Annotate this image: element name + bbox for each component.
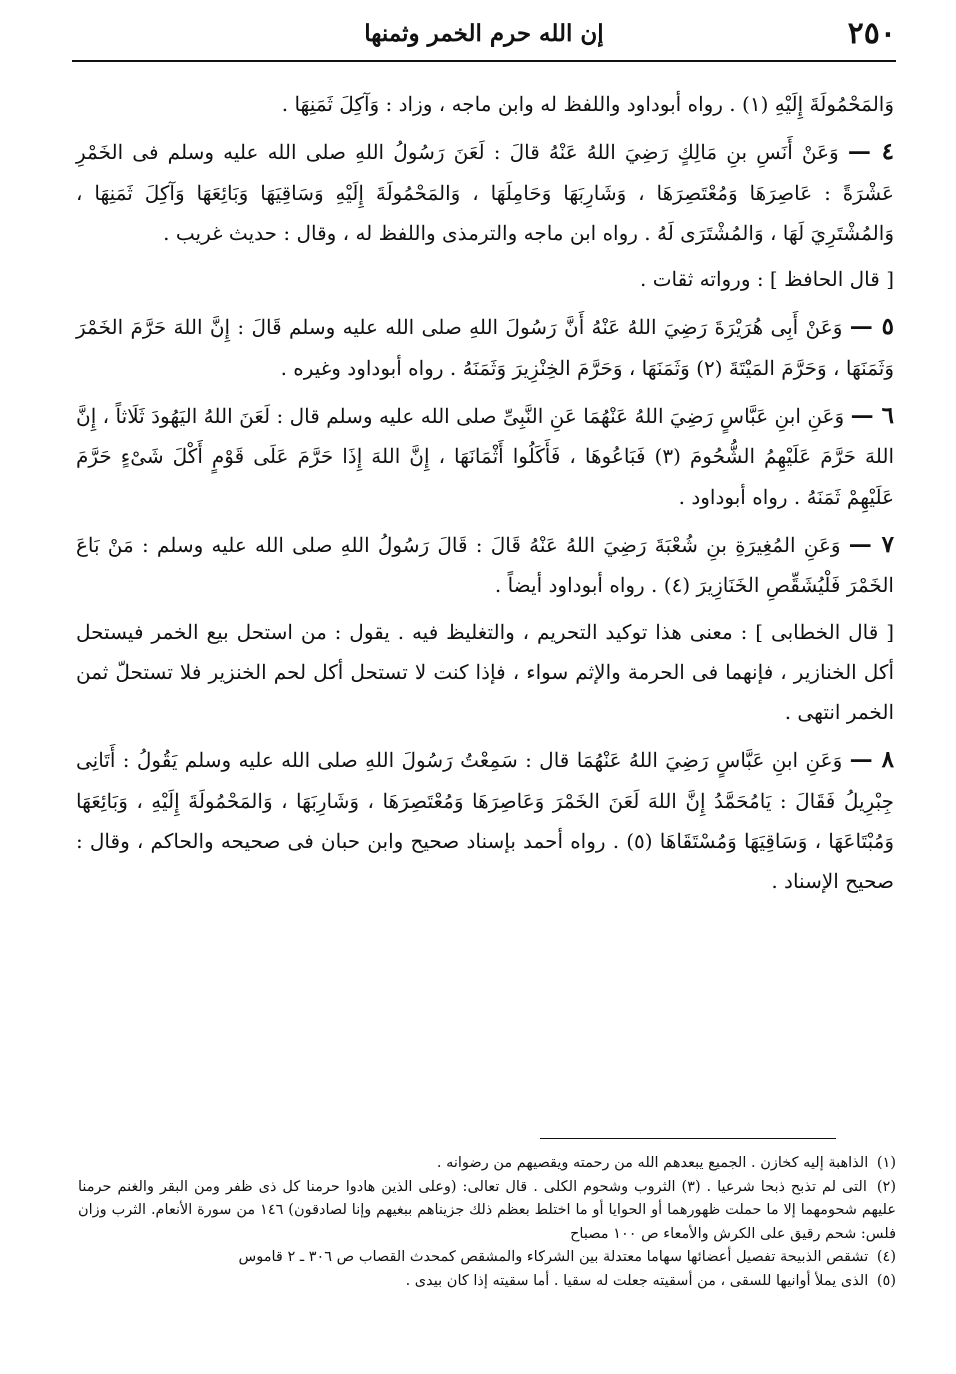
hadith-text: وَعَنِ ابنِ عَبَّاسٍ رَضِيَ اللهُ عَنْهُمَا قال : سَمِعْتُ رَسُولَ اللهِ صلى الله عليه وسلم يَقُولُ : أَتَانِى جِبْرِيلُ فَقَالَ : يَامُحَمَّدُ إِنَّ اللهَ لَعَنَ الخَمْرَ وَعَاصِرَهَا وَمُعْتَصِرَهَا ، وَشَارِبَهَا ، وَالمَحْمُولَةَ إِلَيْهِ ، وَبَائِعَهَا وَمُبْتَاعَهَا ، وَسَاقِيَهَا وَمُسْتَقَاهَا (٥) . رواه أحمد بإسناد صحيح وابن حبان فى صحيحه والحاكم ، وقال : صحيح الإسناد . xyxy=(76,748,894,894)
hadith-5 xyxy=(76,307,894,388)
footnote-number: (٥) xyxy=(876,1272,896,1289)
hadith-text: وَعَنِ ابنِ عَبَّاسٍ رَضِيَ اللهُ عَنْهُمَا عَنِ النَّبِىِّ صلى الله عليه وسلم قال : لَعَنَ اللهُ اليَهُودَ ثَلَاثاً ، إِنَّ اللهَ حَرَّمَ عَلَيْهِمُ الشُّحُومَ (٣) فَبَاعُوهَا ، فَأَكَلُوا أَثْمَانَهَا ، إِنَّ اللهَ إِذَا حَرَّمَ عَلَى قَوْمٍ أَكْلَ شَىْءٍ حَرَّمَ عَلَيْهِمْ ثَمَنَهُ . رواه أبوداود . xyxy=(76,404,894,509)
khattabi-note: [ قال الخطابى ] : معنى هذا توكيد التحريم ، والتغليظ فيه . يقول : من استحل بيع الخمر فيستحل أكل الخنازير ، فإنهما فى الحرمة والإثم سواء ، فإذا كنت لا تستحل أكل لحم الخنزير فلا تستحلّ ثمن الخمر انتهى . xyxy=(76,619,894,725)
hadith-4 xyxy=(76,132,894,253)
hadith-text: وَعَنْ أَنَسِ بنِ مَالِكٍ رَضِيَ اللهُ عَنْهُ قالَ : لَعَنَ رَسُولُ اللهِ صلى الله عليه وسلم فى الخَمْرِ عَشْرَةً : عَاصِرَهَا وَمُعْتَصِرَهَا ، وَشَارِبَهَا وَحَامِلَهَا ، وَالمَحْمُولَةَ إِلَيْهِ وَسَاقِيَهَا وَبَائِعَهَا وَآكِلَ ثَمَنِهَا ، وَالمُشْتَرِيَ لَهَا ، وَالمُشْتَرَى لَهُ . رواه ابن ماجه والترمذى واللفظ له ، وقال : حديث غريب . xyxy=(76,140,894,245)
header-rule xyxy=(72,60,896,62)
footnote-number: (٢) xyxy=(876,1178,896,1195)
hadith-7 xyxy=(76,525,894,606)
footnote xyxy=(78,1270,896,1294)
hadith-text: وَعَنْ أَبِى هُرَيْرَةَ رَضِيَ اللهُ عَنْهُ أَنَّ رَسُولَ اللهِ صلى الله عليه وسلم قَالَ : إِنَّ اللهَ حَرَّمَ الخَمْرَ وَثَمَنَهَا ، وَحَرَّمَ المَيْتَةَ (٢) وَثَمَنَهَا ، وَحَرَّمَ الخِنْزِيرَ وَثَمَنَهُ . رواه أبوداود وغيره . xyxy=(76,315,894,380)
hadith-number: ٥ — xyxy=(849,313,895,341)
footnotes xyxy=(78,1152,896,1293)
footnote-text: تشقص الذبيحة تفصيل أعضائها سهاما معتدلة بين الشركاء والمشقص كمحدث القصاب ص ٣٠٦ ـ ٢ قاموس xyxy=(238,1249,869,1265)
footnote xyxy=(78,1152,896,1176)
page-number: ٢٥٠ xyxy=(847,16,896,51)
footnote-number: (٤) xyxy=(876,1249,896,1265)
hadith-8 xyxy=(76,740,894,901)
hadith-6 xyxy=(76,396,894,517)
footnote-text: التى لم تذبح ذبحا شرعيا . (٣) الثروب وشحوم الكلى . قال تعالى: (وعلى الذين هادوا حرمنا كل ذى ظفر ومن البقر والغنم حرمنا عليهم شحومهما إلا ما حملت ظهورهما أو الحوايا أو ما اختلط بعظم ذلك جزيناهم ببغيهم وإنا لصادقون) ١٤٦ من سورة الأنعام. الثرب وزان فلس: شحم رقيق على الكرش والأمعاء ص ١٠٠ مصباح xyxy=(78,1178,897,1242)
footnote xyxy=(78,1176,896,1247)
footnote-number: (١) xyxy=(876,1155,896,1171)
hadith-number: ٦ — xyxy=(850,402,894,430)
footnote-text: الذاهبة إليه كخازن . الجميع يبعدهم الله من رحمته ويقصيهم من رضوانه . xyxy=(436,1155,869,1171)
hafiz-note: [ قال الحافظ ] : ورواته ثقات . xyxy=(639,267,894,292)
footnote-rule xyxy=(540,1138,836,1139)
main-text xyxy=(76,84,894,902)
footnote xyxy=(78,1246,896,1270)
continuation-paragraph: وَالمَحْمُولَةَ إِلَيْهِ (١) . رواه أبوداود واللفظ له وابن ماجه ، وزاد : وَآكِلَ ثَمَنِهَا . xyxy=(281,92,894,116)
footnote-text: الذى يملأ أوانيها للسقى ، من أسقيته جعلت له سقيا . أما سقيته إذا كان بيدى . xyxy=(405,1272,869,1289)
hadith-number: ٨ — xyxy=(849,746,895,774)
hadith-text: وَعَنِ المُغِيرَةِ بنِ شُعْبَةَ رَضِيَ اللهُ عَنْهُ قَالَ : قَالَ رَسُولُ اللهِ صلى الله عليه وسلم : مَنْ بَاعَ الخَمْرَ فَلْيُشَقِّصِ الخَنَازِيرَ (٤) . رواه أبوداود أيضاً . xyxy=(76,532,894,598)
hadith-number: ٧ — xyxy=(848,530,895,558)
hadith-number: ٤ — xyxy=(847,138,895,166)
running-header xyxy=(72,14,896,54)
running-title: إن الله حرم الخمر وثمنها xyxy=(364,20,604,47)
